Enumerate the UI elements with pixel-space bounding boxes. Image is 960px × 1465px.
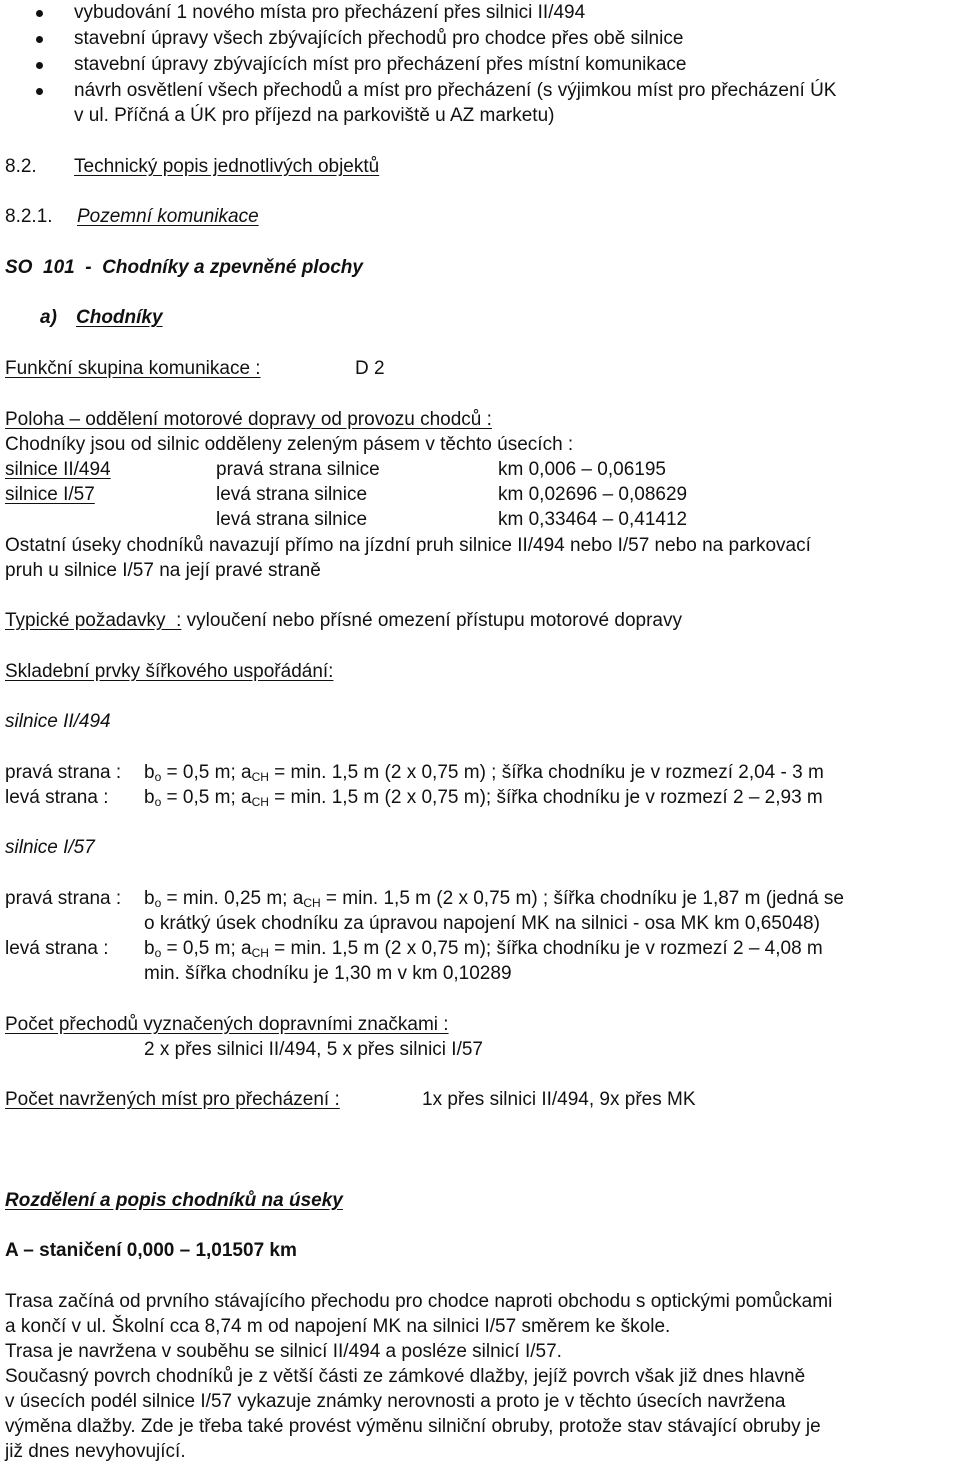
rozdeleni-heading: Rozdělení a popis chodníků na úseky: [5, 1190, 343, 1211]
table-row-side: levá strana silnice: [216, 484, 368, 505]
poloha-label: Poloha – oddělení motorové dopravy od provozu chodců :: [5, 409, 492, 430]
bullet-icon: [36, 88, 43, 95]
poloha-text: Chodníky jsou od silnic odděleny zeleným pásem v těchto úsecích :: [5, 434, 574, 455]
table-row-km: km 0,33464 – 0,41412: [498, 509, 688, 530]
bullet-icon: [36, 36, 43, 43]
bullet-item-continuation: v ul. Příčná a ÚK pro příjezd na parkoviště u AZ marketu): [74, 105, 555, 126]
paragraph-line: výměna dlažby. Zde je třeba také provést výměnu silniční obruby, protože stav stávající obruby je: [5, 1416, 821, 1437]
bullet-icon: [36, 62, 43, 69]
so-heading: SO 101 - Chodníky a zpevněné plochy: [5, 257, 363, 278]
left-side-spec-cont: min. šířka chodníku je 1,30 m v km 0,10289: [144, 963, 512, 984]
prechody-value: 2 x přes silnici II/494, 5 x přes silnici I/57: [144, 1039, 483, 1060]
left-side-label: levá strana :: [5, 787, 109, 808]
mista-value: 1x přes silnici II/494, 9x přes MK: [422, 1089, 696, 1110]
right-side-spec: $b_o = \min$. 0,25 m; $a_{CH} = \min$. 1,5 m (2 x 0,75 m) ; šířka chodníku je 1,87 m (jedná se: [144, 888, 844, 910]
right-side-label: pravá strana :: [5, 762, 122, 783]
funkcni-label: Funkční skupina komunikace :: [5, 358, 261, 379]
table-row-side: levá strana silnice: [216, 509, 368, 530]
poloha-other: Ostatní úseky chodníků navazují přímo na jízdní pruh silnice II/494 nebo I/57 nebo na parkovací: [5, 535, 811, 556]
paragraph-line: již dnes nevyhovující.: [5, 1441, 186, 1462]
usek-heading: A – staničení 0,000 – 1,01507 km: [5, 1240, 297, 1261]
typicke-text: vyloučení nebo přísné omezení přístupu motorové dopravy: [181, 610, 682, 631]
prechody-label: Počet přechodů vyznačených dopravními značkami :: [5, 1014, 449, 1035]
table-row-road: silnice I/57: [5, 484, 95, 505]
left-side-spec: $b_o = 0,5$ m; $a_{CH} = \min$. 1,5 m (2 x 0,75 m); šířka chodníku je v rozmezí 2 – 4,08 m: [144, 938, 823, 960]
paragraph-line: Trasa je navržena v souběhu se silnicí II/494 a posléze silnicí I/57.: [5, 1341, 562, 1362]
poloha-other: pruh u silnice I/57 na její pravé straně: [5, 560, 321, 581]
table-row-km: km 0,006 – 0,06195: [498, 459, 666, 480]
skladebni-heading: Skladební prvky šířkového uspořádání:: [5, 661, 334, 682]
mista-label: Počet navržených míst pro přecházení :: [5, 1089, 340, 1110]
bullet-item: vybudování 1 nového místa pro přecházení přes silnici II/494: [74, 2, 586, 23]
subheading-letter: a): [40, 307, 57, 328]
left-side-label: levá strana :: [5, 938, 109, 959]
paragraph-line: v úsecích podél silnice I/57 vykazuje známky nerovnosti a proto je v těchto úsecích navržena: [5, 1391, 786, 1412]
subheading-title: Chodníky: [76, 307, 163, 328]
section-title: Technický popis jednotlivých objektů: [74, 156, 380, 177]
right-side-spec: $b_o = 0,5$ m; $a_{CH} = \min$. 1,5 m (2 x 0,75 m) ; šířka chodníku je v rozmezí 2,04 - 3 m: [144, 762, 824, 784]
paragraph-line: Současný povrch chodníků je z větší části ze zámkové dlažby, jejíž povrch však již dnes hlavně: [5, 1366, 806, 1387]
road-title: silnice I/57: [5, 837, 95, 858]
bullet-item: stavební úpravy všech zbývajících přechodů pro chodce přes obě silnice: [74, 28, 684, 49]
right-side-label: pravá strana :: [5, 888, 122, 909]
road-title: silnice II/494: [5, 711, 111, 732]
table-row-road: silnice II/494: [5, 459, 111, 480]
typicke-label: Typické požadavky :: [5, 610, 182, 631]
section-number: 8.2.: [5, 156, 37, 177]
right-side-spec-cont: o krátký úsek chodníku za úpravou napojení MK na silnici - osa MK km 0,65048): [144, 913, 820, 934]
subsection-number: 8.2.1.: [5, 206, 53, 227]
bullet-item: stavební úpravy zbývajících míst pro přecházení přes místní komunikace: [74, 54, 687, 75]
paragraph-line: a končí v ul. Školní cca 8,74 m od napojení MK na silnici I/57 směrem ke škole.: [5, 1316, 671, 1337]
bullet-icon: [36, 10, 43, 17]
table-row-km: km 0,02696 – 0,08629: [498, 484, 688, 505]
typicke-line: [5, 608, 682, 633]
funkcni-value: D 2: [355, 358, 385, 379]
table-row-side: pravá strana silnice: [216, 459, 380, 480]
left-side-spec: $b_o = 0,5$ m; $a_{CH} = \min$. 1,5 m (2 x 0,75 m); šířka chodníku je v rozmezí 2 – 2,93 m: [144, 787, 823, 809]
paragraph-line: Trasa začíná od prvního stávajícího přechodu pro chodce naproti obchodu s optickými pomůckami: [5, 1291, 833, 1312]
subsection-title: Pozemní komunikace: [77, 206, 259, 227]
bullet-item: návrh osvětlení všech přechodů a míst pro přecházení (s výjimkou míst pro přecházení ÚK: [74, 80, 837, 101]
